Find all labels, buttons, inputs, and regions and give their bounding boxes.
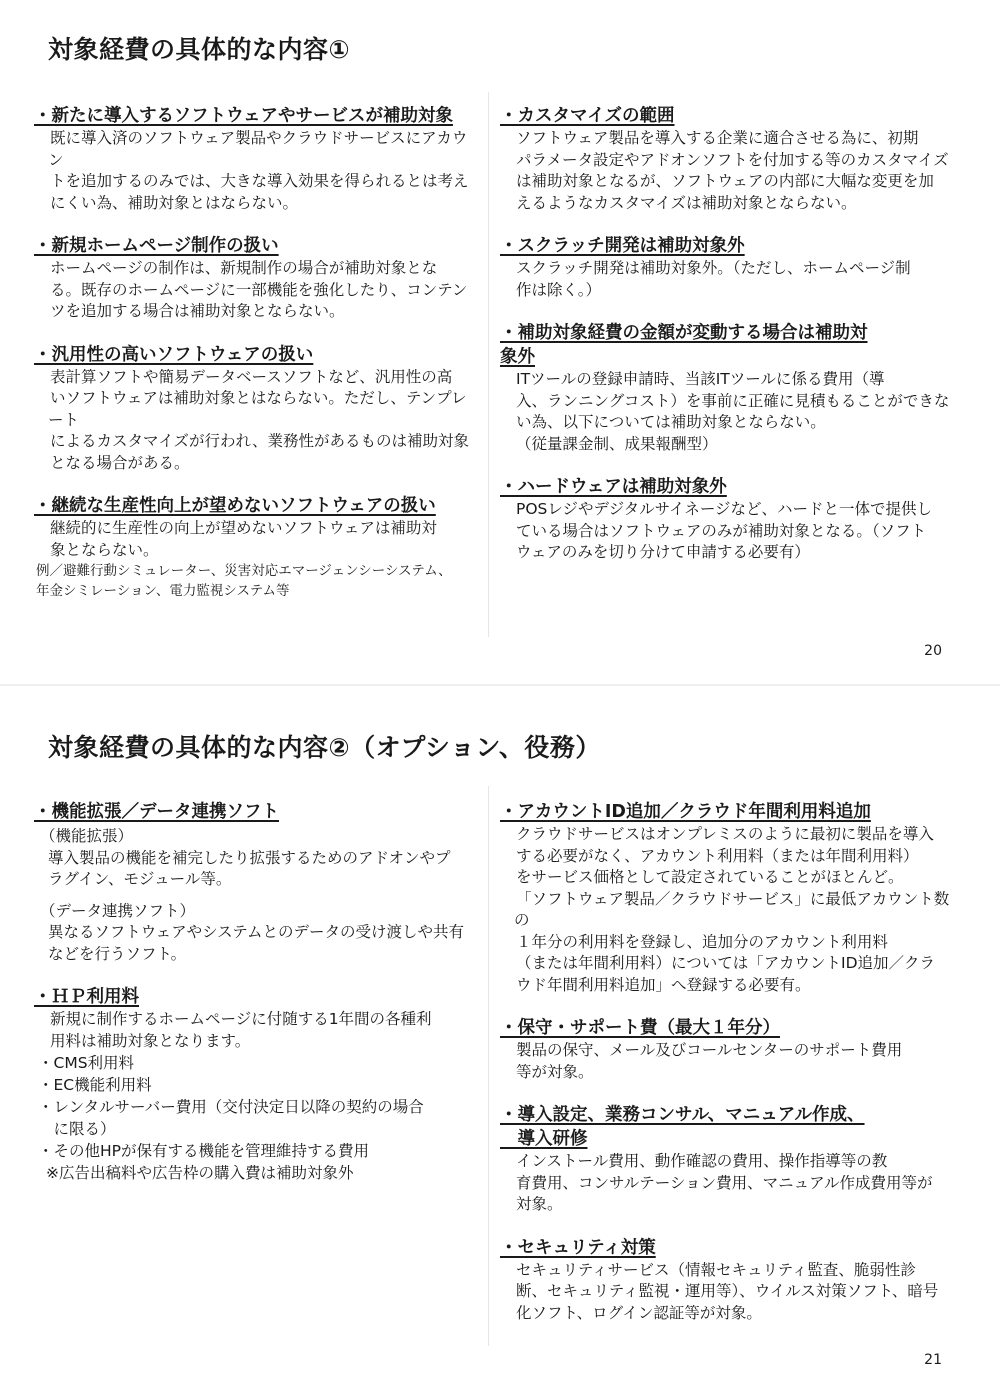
section-body — [500, 1260, 950, 1325]
page-21 — [0, 690, 1000, 1385]
section-hardware — [500, 475, 950, 564]
sub-body — [34, 922, 479, 965]
body-line: ている場合はソフトウェアのみが補助対象となる。（ソフト — [516, 521, 927, 540]
title-line: ・導入設定、業務コンサル、マニュアル作成、 — [500, 1105, 865, 1125]
section-hp-fee — [34, 985, 479, 1184]
section-body — [34, 518, 479, 561]
sub-label: （データ連携ソフト） — [40, 901, 196, 920]
sub-body — [34, 848, 479, 891]
section-title: ・セキュリティ対策 — [500, 1237, 656, 1258]
body-line: 作は除く。） — [516, 280, 601, 299]
section-scratch-dev — [500, 234, 950, 301]
section-title — [500, 321, 950, 369]
section-title: ・カスタマイズの範囲 — [500, 106, 675, 126]
section-new-software — [34, 104, 479, 214]
body-line: （従量課金制、成果報酬型） — [516, 434, 718, 453]
body-line: にくい為、補助対象とはならない。 — [50, 193, 299, 212]
section-account-id — [500, 800, 950, 996]
list-item: ・EC機能利用料 — [38, 1076, 152, 1094]
body-line: 製品の保守、メール及びコールセンターのサポート費用 — [516, 1041, 903, 1059]
list-item: ・その他HPが保有する機能を管理維持する費用 — [38, 1142, 370, 1160]
body-line: POSレジやデジタルサイネージなど、ハードと一体で提供し — [516, 500, 933, 518]
body-line: 継続的に生産性の向上が望めないソフトウェアは補助対 — [50, 519, 437, 537]
list-item: ・レンタルサーバー費用（交付決定日以降の契約の場合 — [38, 1098, 424, 1116]
title-line: 導入研修 — [500, 1129, 588, 1149]
example-text — [34, 561, 479, 601]
section-title — [500, 1103, 950, 1151]
body-line: 異なるソフトウェアやシステムとのデータの受け渡しや共有 — [48, 923, 465, 941]
body-line: となる場合がある。 — [50, 453, 190, 472]
body-line: ソフトウェア製品を導入する企業に適合させる為に、初期 — [516, 129, 919, 147]
page-number: 20 — [924, 643, 942, 659]
body-line: する必要がなく、アカウント利用料（または年間利用料） — [516, 846, 919, 865]
body-line: 入、ランニングコスト）を事前に正確に見積もることができな — [516, 391, 950, 410]
section-title: ・継続な生産性向上が望めないソフトウェアの扱い — [34, 496, 436, 516]
body-line: ITツールの登録申請時、当該ITツールに係る費用（導 — [516, 370, 885, 388]
section-customize-scope — [500, 104, 950, 214]
body-line: 等が対象。 — [516, 1062, 594, 1081]
section-body — [500, 1040, 950, 1083]
section-body — [34, 367, 479, 475]
page-number: 21 — [924, 1352, 942, 1368]
section-body — [34, 128, 479, 214]
right-column — [500, 800, 950, 1344]
column-divider — [488, 786, 489, 1346]
title-line: ・補助対象経費の金額が変動する場合は補助対 — [500, 323, 868, 343]
body-line: セキュリティサービス（情報セキュリティ監査、脆弱性診 — [516, 1260, 916, 1279]
body-line: をサービス価格として設定されていることがほとんど。 — [516, 868, 904, 886]
right-column — [500, 104, 950, 584]
section-title: ・アカウントID追加／クラウド年間利用料追加 — [500, 802, 871, 822]
body-line: インストール費用、動作確認の費用、操作指導等の教 — [516, 1152, 888, 1170]
section-title: ・新規ホームページ制作の扱い — [34, 236, 279, 256]
note-text: ※広告出稿料や広告枠の購入費は補助対象外 — [46, 1164, 354, 1182]
page-title: 対象経費の具体的な内容① — [48, 35, 351, 64]
body-line: いソフトウェアは補助対象とはならない。ただし、テンプレート — [48, 389, 467, 429]
section-body — [34, 1009, 479, 1052]
body-line: １年分の利用料を登録し、追加分のアカウント利用料 — [516, 932, 888, 951]
section-body — [500, 824, 950, 996]
body-line: い為、以下については補助対象とならない。 — [516, 413, 826, 431]
section-variable-cost — [500, 321, 950, 455]
section-body — [500, 258, 950, 301]
body-line: 化ソフト、ログイン認証等が対象。 — [516, 1303, 762, 1322]
section-maintenance — [500, 1016, 950, 1083]
example-line: 例／避難行動シミュレーター、災害対応エマージェンシーシステム、 — [36, 563, 452, 579]
section-body — [34, 258, 479, 323]
section-new-homepage — [34, 234, 479, 323]
body-line: によるカスタマイズが行われ、業務性があるものは補助対象 — [50, 432, 469, 450]
section-body — [500, 128, 950, 214]
body-line: パラメータ設定やアドオンソフトを付加する等のカスタマイズ — [516, 150, 949, 169]
body-line: 用料は補助対象となります。 — [50, 1031, 251, 1050]
section-setup-consulting — [500, 1103, 950, 1216]
body-line: 表計算ソフトや簡易データベースソフトなど、汎用性の高 — [50, 367, 453, 386]
sub-label: （機能拡張） — [40, 827, 134, 845]
body-line: 導入製品の機能を補完したり拡張するためのアドオンやプ — [48, 848, 451, 867]
section-title: ・機能拡張／データ連携ソフト — [34, 802, 279, 822]
body-line: 育費用、コンサルテーション費用、マニュアル作成費用等が — [516, 1173, 933, 1192]
list-item: に限る） — [38, 1120, 116, 1138]
page-20 — [0, 0, 1000, 682]
body-line: 象とならない。 — [50, 540, 159, 559]
left-column — [34, 800, 479, 1204]
body-line: 対象。 — [516, 1195, 563, 1213]
section-extension-software — [34, 800, 479, 965]
section-body — [500, 499, 950, 564]
body-line: る。既存のホームページに一部機能を強化したり、コンテン — [50, 280, 468, 299]
body-line: 新規に制作するホームページに付随する1年間の各種利 — [50, 1010, 432, 1028]
page-title: 対象経費の具体的な内容②（オプション、役務） — [48, 733, 601, 762]
body-line: えるようなカスタマイズは補助対象とならない。 — [516, 193, 857, 212]
body-line: クラウドサービスはオンプレミスのように最初に製品を導入 — [516, 825, 934, 843]
section-security — [500, 1236, 950, 1325]
list-item: ・CMS利用料 — [38, 1054, 135, 1072]
body-line: などを行うソフト。 — [48, 944, 187, 963]
body-line: 断、セキュリティ監視・運用等）、ウイルス対策ソフト、暗号 — [516, 1282, 939, 1300]
section-title: ・保守・サポート費（最大１年分） — [500, 1018, 780, 1038]
section-title: ・ハードウェアは補助対象外 — [500, 477, 727, 497]
body-line: ウェアのみを切り分けて申請する必要有） — [516, 543, 810, 561]
section-no-productivity — [34, 494, 479, 601]
body-line: は補助対象となるが、ソフトウェアの内部に大幅な変更を加 — [516, 172, 934, 190]
column-divider — [488, 92, 489, 637]
body-line: ウド年間利用料追加」へ登録する必要有。 — [516, 975, 811, 994]
section-title: ・スクラッチ開発は補助対象外 — [500, 236, 745, 256]
body-line: ラグイン、モジュール等。 — [48, 870, 232, 888]
page-break — [0, 684, 1000, 686]
body-line: スクラッチ開発は補助対象外。（ただし、ホームページ制 — [516, 259, 911, 277]
section-title: ・ＨＰ利用料 — [34, 987, 139, 1007]
example-line: 年金シミレーション、電力監視システム等 — [36, 583, 290, 599]
section-title: ・汎用性の高いソフトウェアの扱い — [34, 344, 314, 365]
body-line: ツを追加する場合は補助対象とならない。 — [50, 302, 345, 320]
section-title: ・新たに導入するソフトウェアやサービスが補助対象 — [34, 106, 453, 126]
title-line: 象外 — [500, 347, 535, 367]
section-body — [500, 1151, 950, 1216]
body-line: ホームページの制作は、新規制作の場合が補助対象とな — [50, 259, 438, 277]
body-line: 既に導入済のソフトウェア製品やクラウドサービスにアカウン — [48, 129, 468, 169]
left-column — [34, 104, 479, 621]
body-line: （または年間利用料）については「アカウントID追加／クラ — [516, 954, 936, 972]
section-general-software — [34, 343, 479, 475]
body-line: 「ソフトウェア製品／クラウドサービス」に最低アカウント数の — [514, 889, 950, 929]
body-line: トを追加するのみでは、大きな導入効果を得られるとは考え — [50, 172, 469, 190]
section-body — [500, 369, 950, 455]
